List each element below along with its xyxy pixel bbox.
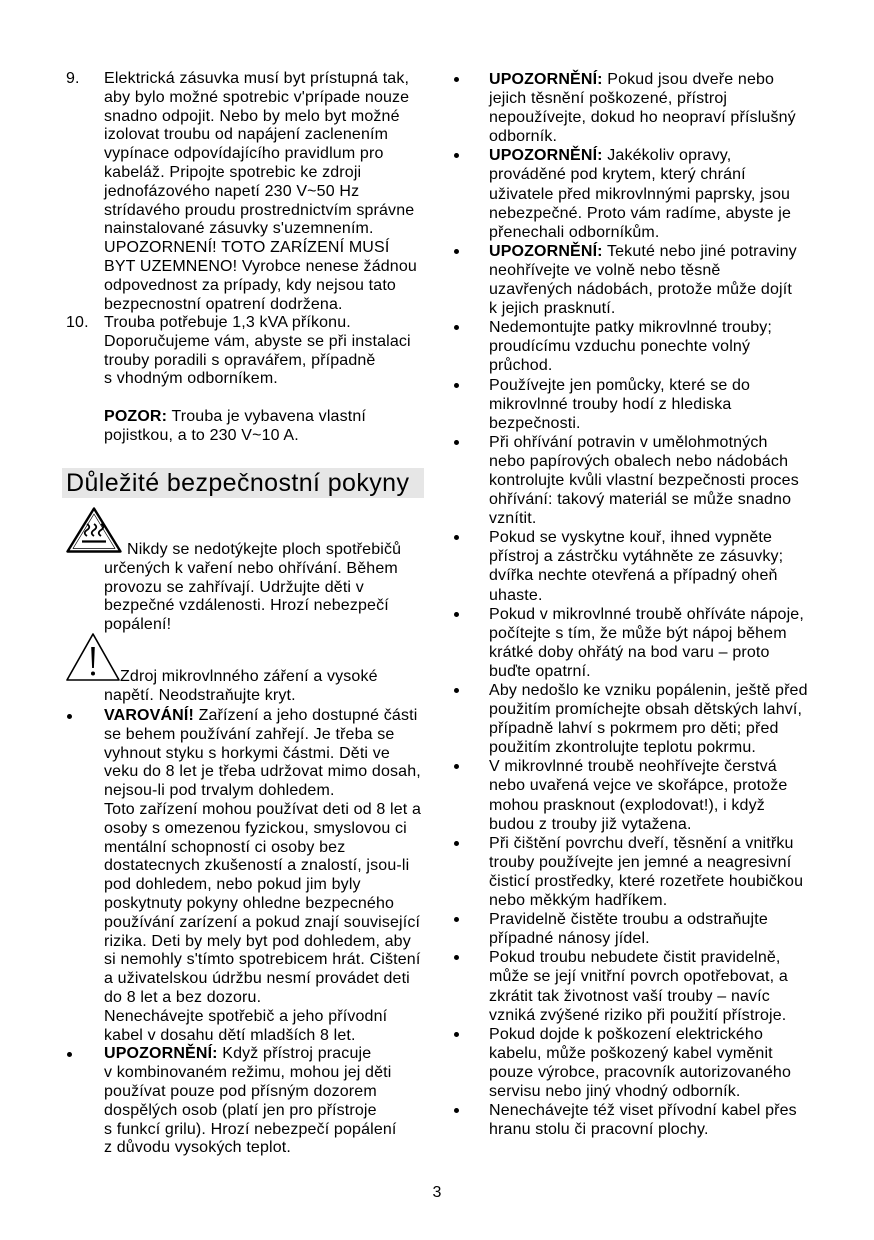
text-line: si nemohly s'tímto spotrebicem hrát. Cištení (104, 951, 421, 969)
text-line: může se její vnitřní povrch opotřebovat, a (489, 968, 788, 986)
text-line: buďte opatrní. (489, 662, 591, 680)
text-line: k jejich prasknutí. (489, 300, 616, 318)
bullet-icon (454, 1032, 459, 1037)
text-line: budou z trouby již vytažena. (489, 815, 692, 833)
bullet-icon (454, 841, 459, 846)
text-line-content: Jakékoliv opravy, (607, 147, 732, 165)
bullet-item (454, 318, 834, 375)
text-line (489, 146, 834, 165)
text-line: proudícímu vzduchu ponechte volný (489, 338, 751, 356)
text-line: strídavého proudu prostrednictvím správne (104, 201, 415, 219)
bullet-text (489, 681, 834, 757)
warning-label: POZOR: (104, 408, 168, 425)
text-line: jejich těsnění poškozené, přístroj (489, 90, 728, 108)
text-line: s vhodným odborníkem. (104, 370, 278, 388)
bullet-icon (454, 1108, 459, 1113)
bullet-icon (454, 764, 459, 769)
text-line-content: Pokud jsou dveře nebo (607, 71, 775, 88)
text-line: Používejte jen pomůcky, které se do (489, 376, 751, 394)
numbered-item-9 (66, 70, 417, 314)
text-line: pouze výrobce, pracovník autorizovaného (489, 1063, 792, 1081)
text-line: Toto zařízení mohou používat deti od 8 let a (104, 800, 422, 818)
text-line: Pokud se vyskytne kouř, ihned vypněte (489, 529, 773, 547)
text-line: osoby s omezenou fyzickou, smyslovou ci (104, 819, 407, 837)
bullet-item (454, 70, 834, 146)
text-line (489, 242, 834, 261)
text-line: v kombinovaném režimu, mohou jej děti (104, 1064, 392, 1082)
text-line: přenechali odborníkům. (489, 223, 660, 241)
bullet-text (104, 1045, 437, 1158)
text-line: Zdroj mikrovlnného záření a vysoké (120, 668, 378, 685)
text-line: mikrovlnné trouby hodí z hlediska (489, 395, 732, 413)
text-line: se behem používání zahřejí. Je třeba se (104, 725, 395, 743)
item-number: 9. (66, 70, 80, 87)
text-line: do 8 let a bez dozoru. (104, 988, 262, 1006)
text-line: trouby používejte jen jemné a neagresivní (489, 853, 792, 871)
text-line: čisticí prostředky, které rozetřete houbičkou (489, 872, 804, 890)
text-line: neohřívejte ve volně nebo těsně (489, 261, 721, 279)
text-line: veku do 8 let je třeba udržovat mimo dosah, (104, 763, 421, 781)
text-line: trouby poradili s opravářem, případně (104, 351, 376, 369)
text-line: vznítit. (489, 510, 537, 528)
text-line: bezpečnosti. (489, 414, 581, 432)
text-line: poskytnuty pokyny ohledne bezpecného (104, 894, 395, 912)
text-line: případně lahví s pokrmem pro děti; před (489, 720, 779, 738)
text-line: napětí. Neodstraňujte kryt. (104, 686, 296, 704)
text-line: krátké doby ohřátý na bod varu – proto (489, 643, 770, 661)
text-line: z důvodu vysokých teplot. (104, 1139, 291, 1157)
text-line: dostatecnych zkušeností a znalostí, jsou-li (104, 857, 410, 875)
text-line: Elektrická zásuvka musí byt prístupná tak, (104, 70, 410, 87)
bullet-icon (454, 249, 459, 254)
text-line: případné nánosy jídel. (489, 930, 650, 948)
right-bullet-list (454, 70, 834, 1139)
bullet-icon (454, 612, 459, 617)
text-line: Pokud v mikrovlnné troubě ohříváte nápoje, (489, 605, 804, 623)
left-bullet-list (67, 707, 437, 1158)
bullet-text (489, 528, 834, 604)
bullet-item (67, 707, 437, 1045)
text-line (104, 408, 366, 427)
warning-label: UPOZORNĚNÍ: (489, 242, 603, 260)
text-line-content: Trouba je vybavena vlastní (171, 408, 366, 425)
text-line: kabel v dosahu dětí mladších 8 let. (104, 1026, 356, 1044)
bullet-icon (67, 1052, 72, 1057)
bullet-text (489, 605, 834, 681)
text-line: používat pouze pod přísným dozorem (104, 1082, 377, 1100)
text-line: mentální schopností ci osoby bez (104, 838, 346, 856)
bullet-item (454, 910, 834, 948)
warning-label: VAROVÁNÍ! (104, 707, 194, 724)
text-line: bezpečné vzdálenosti. Hrozí nebezpečí (104, 597, 389, 615)
text-line: nepoužívejte, dokud ho neopraví příslušný (489, 109, 796, 127)
text-line: Nenechávejte též viset přívodní kabel přes (489, 1102, 797, 1120)
section-heading: Důležité bezpečnostní pokyny (62, 468, 424, 498)
text-line: odborník. (489, 128, 558, 146)
bullet-icon (454, 153, 459, 158)
bullet-icon (454, 917, 459, 922)
text-line: popálení! (104, 616, 172, 634)
bullet-text (489, 834, 834, 910)
text-line: Trouba potřebuje 1,3 kVA příkonu. (104, 314, 351, 331)
text-line: nebo měkkým hadříkem. (489, 892, 668, 910)
bullet-text (489, 1025, 834, 1101)
bullet-item (454, 376, 834, 433)
text-line: mohou prasknout (explodovat!), i když (489, 796, 765, 814)
text-line: nebo papírových obalech nebo nádobách (489, 452, 789, 470)
text-line: Pokud dojde k poškození elektrického (489, 1025, 764, 1043)
bullet-icon (67, 714, 72, 719)
bullet-item (454, 1025, 834, 1101)
bullet-item (454, 948, 834, 1024)
text-line: V mikrovlnné troubě neohřívejte čerstvá (489, 758, 777, 776)
text-line: dospělých osob (platí jen pro přístroje (104, 1101, 377, 1119)
page-number: 3 (432, 1184, 442, 1201)
text-line: Pokud troubu nebudete čistit pravidelně, (489, 949, 781, 967)
bullet-text (489, 1101, 834, 1139)
item-number: 10. (66, 314, 89, 331)
bullet-text (489, 70, 834, 146)
bullet-text (489, 757, 834, 833)
text-line: jednofázového napetí 230 V~50 Hz (104, 182, 360, 200)
text-line: Při čištění povrchu dveří, těsnění a vnitřku (489, 834, 794, 852)
bullet-icon (454, 77, 459, 82)
item-text (104, 314, 411, 389)
text-line: vzniká zvýšené riziko při použití přístroje. (489, 1006, 787, 1024)
text-line: vypínace odpovídajícího pravidlum pro (104, 145, 384, 163)
text-line (489, 70, 834, 89)
bullet-item (454, 681, 834, 757)
text-line: přístroj a zástrčku vytáhněte ze zásuvky; (489, 548, 784, 566)
text-line-content: Tekuté nebo jiné potraviny (606, 242, 797, 260)
text-line: použitím zkontrolujte teplotu pokrmu. (489, 739, 757, 757)
text-line: a uživatelskou údržbu nesmí provádet deti (104, 970, 410, 988)
text-line: prováděné pod krytem, který chrání (489, 166, 746, 184)
text-line: UPOZORNENÍ! TOTO ZARÍZENÍ MUSÍ (104, 239, 390, 257)
text-line (104, 707, 437, 726)
bullet-text (489, 910, 834, 948)
text-line: s funkcí grilu). Hrozí nebezpečí popálení (104, 1120, 397, 1138)
bullet-item (454, 605, 834, 681)
text-line: aby bylo možné spotrebic v'prípade nouze (104, 88, 410, 106)
text-line: ohřívání: takový materiál se může snadno (489, 491, 792, 509)
bullet-text (489, 948, 834, 1024)
text-line: Nenechávejte spotřebič a jeho přívodní (104, 1007, 388, 1025)
bullet-icon (454, 383, 459, 388)
numbered-item-10 (66, 314, 411, 389)
text-line: Nikdy se nedotýkejte ploch spotřebičů (127, 541, 402, 558)
warning-label: UPOZORNĚNÍ: (489, 71, 603, 88)
text-line: Doporučujeme vám, abyste se při instalaci (104, 332, 411, 350)
bullet-item (454, 433, 834, 528)
text-line: nainstalované zásuvky s'uzemnením. (104, 220, 374, 238)
text-line: bezpecnostní opatrení dodržena. (104, 295, 343, 313)
text-line: hranu stolu či pracovní plochy. (489, 1121, 709, 1139)
text-line: rizika. Deti by mely byt pod dohledem, aby (104, 932, 411, 950)
text-line: určených k vaření nebo ohřívání. Během (104, 559, 398, 577)
text-line: provozu se zahřívají. Udržujte děti v (104, 578, 364, 596)
text-line: Pravidelně čistěte troubu a odstraňujte (489, 911, 768, 929)
text-line: nejsou-li pod trvalym dohledem. (104, 782, 335, 800)
text-line: odpovednost za prípady, kdy nejsou tato (104, 276, 396, 294)
text-line: uhaste. (489, 586, 543, 604)
general-warning-text (104, 668, 378, 706)
warning-label: UPOZORNĚNÍ: (104, 1045, 218, 1063)
text-line: kontrolujte kvůli vlastní bezpečnosti proces (489, 471, 799, 489)
bullet-item (454, 528, 834, 604)
item-text (104, 70, 417, 314)
bullet-item (454, 757, 834, 833)
text-line: zkrátit tak životnost vaší trouby – navíc (489, 987, 770, 1005)
text-line: servisu nebo jiný vhodný odborník. (489, 1082, 741, 1100)
hot-surface-warning-text (104, 541, 401, 635)
text-line: kabeláž. Pripojte spotrebic ke zdroji (104, 163, 362, 181)
text-line: Aby nedošlo ke vzniku popálenin, ještě před (489, 682, 808, 699)
bullet-text (489, 376, 834, 433)
text-line: uživatele před mikrovlnnými paprsky, jsou (489, 185, 791, 203)
warning-label: UPOZORNĚNÍ: (489, 147, 603, 165)
text-line: snadno odpojit. Nebo by melo byt možné (104, 107, 400, 125)
text-line-content: Když přístroj pracuje (222, 1045, 372, 1063)
bullet-text (489, 242, 834, 318)
bullet-icon (454, 325, 459, 330)
text-line: nebezpečné. Proto vám radíme, abyste je (489, 204, 792, 222)
text-line: vyhnout styku s horkymi částmi. Děti ve (104, 744, 390, 762)
bullet-text (489, 146, 834, 241)
text-line: Při ohřívání potravin v umělohmotných (489, 433, 768, 451)
fuse-note (104, 408, 366, 446)
bullet-icon (454, 688, 459, 693)
text-line-content: Zařízení a jeho dostupné části (198, 707, 418, 724)
text-line (104, 1045, 437, 1064)
text-line: BYT UZEMNENO! Vyrobce nenese žádnou (104, 257, 417, 275)
bullet-icon (454, 440, 459, 445)
bullet-item (454, 1101, 834, 1139)
text-line: nebo uvařená vejce ve skořápce, protože (489, 777, 788, 795)
text-line: používání zarízení a pokud znají související (104, 913, 421, 931)
bullet-item (454, 834, 834, 910)
text-line: pojistkou, a to 230 V~10 A. (104, 426, 299, 444)
bullet-text (489, 318, 834, 375)
bullet-item (454, 146, 834, 241)
text-line: Nedemontujte patky mikrovlnné trouby; (489, 319, 773, 337)
bullet-item (454, 242, 834, 318)
bullet-text (489, 433, 834, 528)
bullet-text (104, 707, 437, 1045)
bullet-icon (454, 535, 459, 540)
text-line: pod dohledem, nebo pokud jim byly (104, 876, 361, 894)
text-line: izolovat troubu od napájení zaclenením (104, 126, 389, 144)
text-line: kabelu, může poškozený kabel vyměnit (489, 1044, 773, 1062)
bullet-item (67, 1045, 437, 1158)
text-line: uzavřených nádobách, protože může dojít (489, 281, 792, 299)
text-line: dvířka nechte otevřená a případný oheň (489, 567, 778, 585)
text-line: použitím promíchejte obsah dětských lahví, (489, 701, 803, 719)
text-line: průchod. (489, 357, 553, 375)
bullet-icon (454, 955, 459, 960)
text-line: počítejte s tím, že může být nápoj během (489, 624, 787, 642)
